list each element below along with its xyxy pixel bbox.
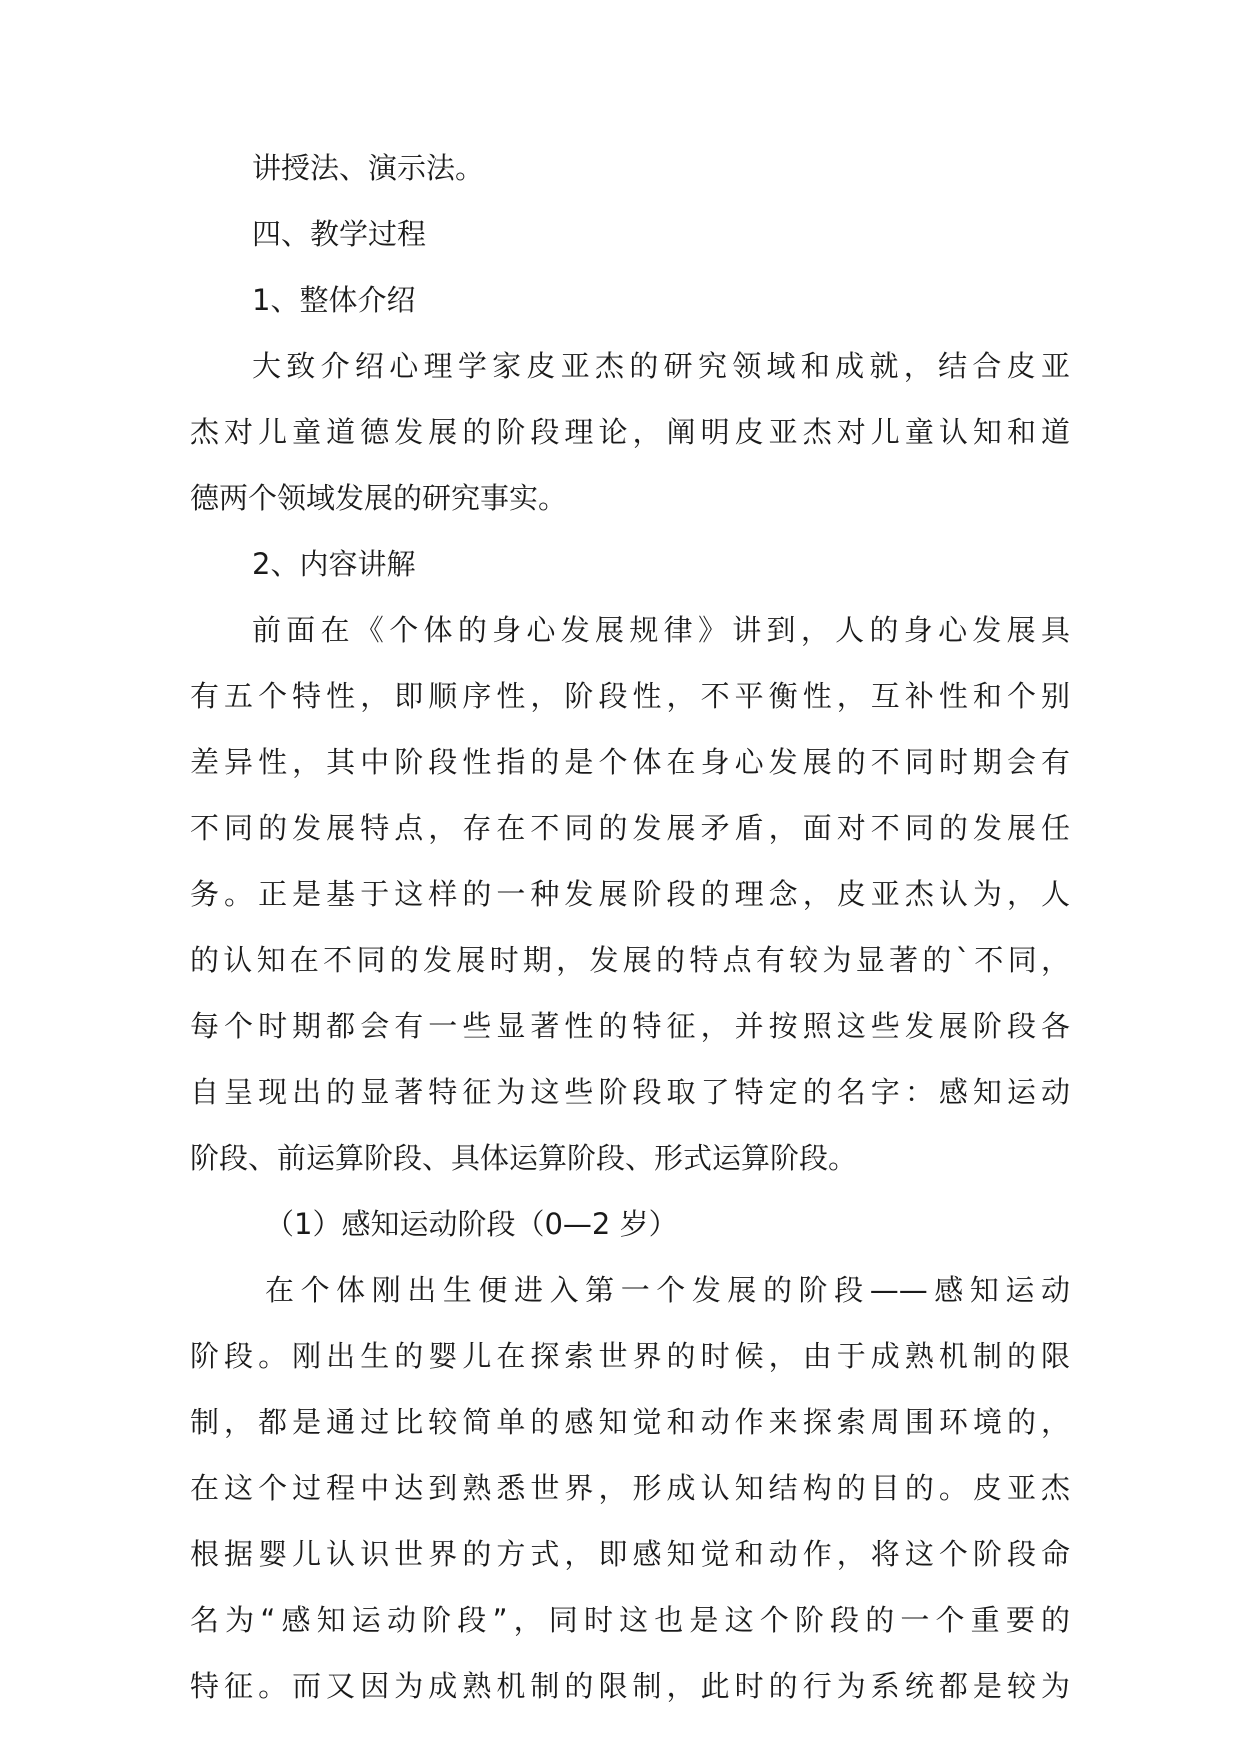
paragraph-line: 根据婴儿认识世界的方式，即感知觉和动作，将这个阶段命 [190,1537,1070,1571]
paragraph-line: 有五个特性，即顺序性，阶段性，不平衡性，互补性和个别 [190,679,1070,713]
paragraph-line: 德两个领域发展的研究事实。 [190,481,568,515]
subsection-heading: （1）感知运动阶段（0—2 岁） [265,1207,678,1241]
paragraph-line: 前面在《个体的身心发展规律》讲到，人的身心发展具 [252,613,1070,647]
paragraph-line: 在个体刚出生便进入第一个发展的阶段——感知运动 [265,1273,1070,1307]
paragraph-line: 每个时期都会有一些显著性的特征，并按照这些发展阶段各 [190,1009,1070,1043]
subsection-heading: 1、整体介绍 [252,283,416,317]
paragraph-line: 制，都是通过比较简单的感知觉和动作来探索周围环境的， [190,1405,1070,1439]
paragraph-line: 名为“感知运动阶段”，同时这也是这个阶段的一个重要的 [190,1603,1070,1637]
paragraph-line: 务。正是基于这样的一种发展阶段的理念，皮亚杰认为，人 [190,877,1070,911]
paragraph-line: 杰对儿童道德发展的阶段理论，阐明皮亚杰对儿童认知和道 [190,415,1070,449]
paragraph-line: 在这个过程中达到熟悉世界，形成认知结构的目的。皮亚杰 [190,1471,1070,1505]
paragraph-line: 阶段、前运算阶段、具体运算阶段、形式运算阶段。 [190,1141,858,1175]
paragraph-line: 讲授法、演示法。 [252,151,485,185]
paragraph-line: 自呈现出的显著特征为这些阶段取了特定的名字：感知运动 [190,1075,1070,1109]
paragraph-line: 不同的发展特点，存在不同的发展矛盾，面对不同的发展任 [190,811,1070,845]
paragraph-line: 特征。而又因为成熟机制的限制，此时的行为系统都是较为 [190,1669,1070,1703]
subsection-heading: 2、内容讲解 [252,547,416,581]
paragraph-line: 阶段。刚出生的婴儿在探索世界的时候，由于成熟机制的限 [190,1339,1070,1373]
paragraph-line: 大致介绍心理学家皮亚杰的研究领域和成就，结合皮亚 [252,349,1070,383]
paragraph-line: 差异性，其中阶段性指的是个体在身心发展的不同时期会有 [190,745,1070,779]
paragraph-line: 的认知在不同的发展时期，发展的特点有较为显著的`不同， [190,943,1070,977]
section-heading: 四、教学过程 [252,217,427,251]
